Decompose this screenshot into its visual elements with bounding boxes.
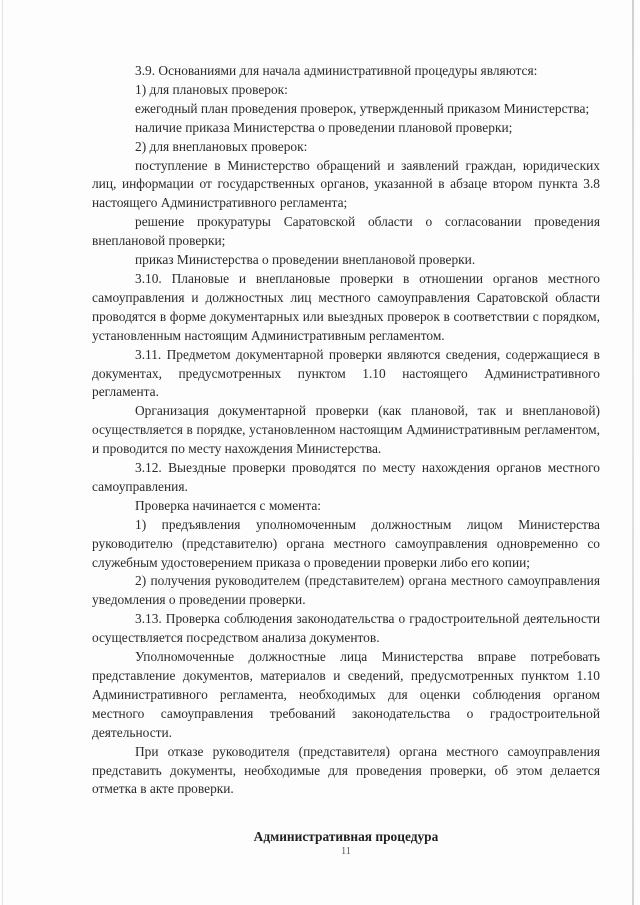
paragraph-unplanned-order: приказ Министерства о проведении внеплановой проверки. xyxy=(135,252,476,268)
paragraph-check-start-2: 2) получения руководителем (представителем) органа местного самоуправления уведомления о проведении проверки. xyxy=(92,573,600,608)
paragraph-documentary-organization: Организация документарной проверки (как плановой, так и внеплановой) осуществляется в порядке, установленном настоящим Административным регламентом, и проводится по месту нахождения Министерства. xyxy=(92,403,600,457)
paragraph-3-13: 3.13. Проверка соблюдения законодательства о градостроительной деятельности осуществляется посредством анализа документов. xyxy=(92,611,600,646)
paragraph-3-9: 3.9. Основаниями для начала административной процедуры являются: xyxy=(135,63,538,78)
paragraph-appeals: поступление в Министерство обращений и заявлений граждан, юридических лиц, информации от государственных органов, указанной в абзаце втором пункта 3.8 настоящего Административного регламента; xyxy=(92,157,600,211)
paragraph-refusal: При отказе руководителя (представителя) органа местного самоуправления представить документы, необходимые для проведения проверки, об этом делается отметка в акте проверки. xyxy=(92,743,600,797)
paragraph-3-10: 3.10. Плановые и внеплановые проверки в отношении органов местного самоуправления и должностных лиц местного самоуправления Саратовской области проводятся в форме документарных или выездных проверок в соответствии с порядком, установленным настоящим Административным регламентом. xyxy=(92,270,600,343)
paragraph-planned-header: 1) для плановых проверок: xyxy=(135,81,288,97)
paragraph-annual-plan: ежегодный план проведения проверок, утвержденный приказом Министерства; xyxy=(135,100,590,116)
paragraph-check-start-1: 1) предъявления уполномоченным должностным лицом Министерства руководителю (представителю) органа местного самоуправления одновременно со служебным удостоверением приказа о проведении проверки либо его копии; xyxy=(92,516,600,570)
paragraph-3-12: 3.12. Выездные проверки проводятся по месту нахождения органов местного самоуправления. xyxy=(92,460,600,494)
paragraph-check-start: Проверка начинается с момента: xyxy=(135,497,321,513)
paragraph-planned-order: наличие приказа Министерства о проведении плановой проверки; xyxy=(135,119,513,135)
page-number: 11 xyxy=(341,846,351,857)
paragraph-3-11: 3.11. Предметом документарной проверки являются сведения, содержащиеся в документах, предусмотренных пунктом 1.10 настоящего Административного регламента. xyxy=(92,346,600,400)
scan-edge-right xyxy=(632,0,634,905)
paragraph-prosecutor-decision: решение прокуратуры Саратовской области о согласовании проведения внеплановой проверки; xyxy=(92,214,600,249)
scan-edge-left xyxy=(2,0,3,905)
paragraph-authorized-officials: Уполномоченные должностные лица Министерства вправе потребовать представление документов, материалов и сведений, предусмотренных пунктом 1.10 Административного регламента, необходимых для оценки соблюдения органом местного самоуправления требований законодательства о градостроительной деятельности. xyxy=(92,649,600,740)
section-title: Административная процедура xyxy=(253,829,439,844)
document-body xyxy=(92,62,600,799)
paragraph-unplanned-header: 2) для внеплановых проверок: xyxy=(135,138,308,154)
